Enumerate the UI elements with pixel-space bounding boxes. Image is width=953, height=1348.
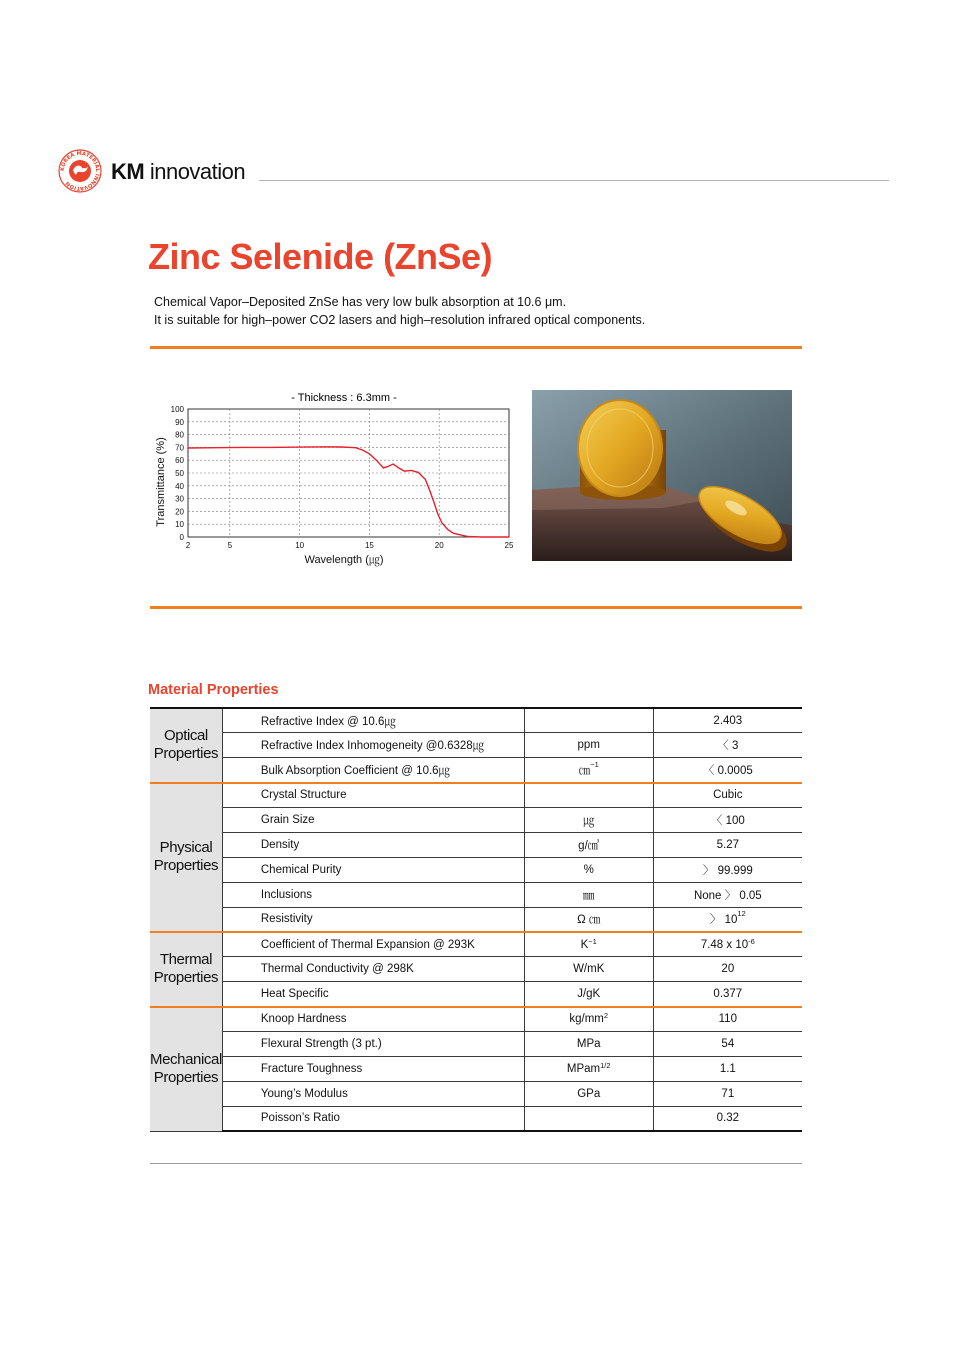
value-text: 20: [721, 963, 735, 976]
property-unit: [524, 982, 653, 1007]
property-unit: [524, 932, 653, 957]
property-unit: [524, 1081, 653, 1106]
value-superscript: 12: [737, 909, 746, 919]
table-row: [150, 982, 802, 1007]
section-title: Material Properties: [148, 682, 279, 698]
footer-divider: [150, 1163, 802, 1164]
x-tick-label: 10: [295, 541, 305, 550]
unit-text: J/gK: [577, 987, 601, 1000]
chart-title: - Thickness : 6.3mm -: [291, 392, 397, 404]
unit-text: GPa: [577, 1087, 601, 1100]
value-text: 1.1: [719, 1062, 736, 1075]
unit-superscript: 2: [603, 1011, 609, 1021]
y-tick-label: 10: [175, 520, 184, 530]
intro-text: [154, 293, 804, 329]
table-row: [150, 1056, 802, 1081]
property-unit: [524, 907, 653, 932]
property-name: Density: [222, 832, 524, 857]
value-text: 71: [721, 1087, 735, 1100]
table-row: [150, 857, 802, 882]
property-unit: [524, 1056, 653, 1081]
property-value: [653, 832, 802, 857]
property-value: [653, 882, 802, 907]
property-value: [653, 857, 802, 882]
property-value: [653, 1081, 802, 1106]
x-tick-label: 25: [504, 541, 514, 550]
table-row: [150, 1081, 802, 1106]
property-unit: [524, 832, 653, 857]
property-value: [653, 1032, 802, 1057]
value-text: 0.32: [716, 1112, 740, 1125]
property-unit: [524, 733, 653, 758]
property-name: Inclusions: [222, 882, 524, 907]
brand-name-rest: innovation: [144, 159, 246, 184]
property-value: [653, 1007, 802, 1032]
y-tick-label: 50: [175, 469, 184, 478]
table-row: [150, 733, 802, 758]
property-name: Resistivity: [222, 907, 524, 932]
unit-text: %: [583, 863, 594, 876]
value-text: 〈 3: [717, 740, 739, 753]
property-value: [653, 932, 802, 957]
x-tick-label: 5: [227, 541, 233, 550]
unit-text: W/mK: [573, 963, 605, 976]
y-tick-label: 0: [179, 533, 184, 542]
category-cell: [150, 1007, 222, 1131]
property-name: Flexural Strength (3 pt.): [222, 1032, 524, 1057]
table-row: [150, 832, 802, 857]
property-unit: [524, 1032, 653, 1057]
value-text: None 〉 0.05: [693, 889, 762, 902]
category-label: Physical: [159, 839, 213, 857]
property-value: [653, 982, 802, 1007]
chart-svg: [148, 385, 518, 570]
table-row: [150, 758, 802, 783]
value-text: 2.403: [713, 714, 743, 727]
znse-lens-photo: [532, 390, 792, 561]
unit-text: ㎝: [578, 764, 591, 777]
value-superscript: -6: [748, 936, 755, 946]
brand-name-bold: KM: [111, 159, 145, 184]
table-row: [150, 708, 802, 733]
property-name: Heat Specific: [222, 982, 524, 1007]
property-unit: [524, 1106, 653, 1131]
x-tick-label: 2: [185, 541, 191, 550]
table-row: [150, 932, 802, 957]
property-unit: [524, 857, 653, 882]
value-text: 〉 99.999: [702, 864, 753, 877]
property-name: Poisson’s Ratio: [222, 1106, 524, 1131]
property-name: Bulk Absorption Coefficient @ 10.6㎍: [222, 758, 524, 783]
table-row: [150, 1007, 802, 1032]
category-cell: [150, 783, 222, 932]
seal-text: KOREA MATERIAL INNOVATION: [59, 150, 101, 192]
chart-grid: [188, 409, 509, 537]
property-value: [653, 708, 802, 733]
value-text: 〈 100: [710, 815, 745, 827]
property-value: [653, 907, 802, 932]
category-label: Properties: [153, 1069, 219, 1087]
property-value: [653, 1056, 802, 1081]
category-cell: [150, 708, 222, 783]
intro-line: It is suitable for high–power CO2 lasers and high–resolution infrared optical components.: [154, 313, 646, 327]
property-value: [653, 957, 802, 982]
property-name: Fracture Toughness: [222, 1056, 524, 1081]
y-tick-label: 90: [175, 417, 184, 427]
section-divider: [150, 346, 802, 349]
property-name: Young’s Modulus: [222, 1081, 524, 1106]
property-value: [653, 808, 802, 833]
value-text: 0.377: [713, 987, 743, 1000]
property-name: Chemical Purity: [222, 857, 524, 882]
property-unit: [524, 783, 653, 808]
y-tick-label: 100: [170, 405, 184, 414]
property-unit: [524, 957, 653, 982]
property-name: Coefficient of Thermal Expansion @ 293K: [222, 932, 524, 957]
x-axis-label: Wavelength (㎍): [304, 554, 384, 566]
table-row: [150, 808, 802, 833]
property-unit: [524, 758, 653, 783]
x-tick-label: 15: [364, 541, 374, 550]
product-photo: [532, 390, 792, 561]
property-unit: [524, 882, 653, 907]
category-label: Mechanical: [150, 1051, 222, 1069]
y-tick-label: 40: [175, 481, 184, 491]
unit-text: kg/mm: [569, 1013, 604, 1026]
property-name: Refractive Index @ 10.6㎍: [222, 708, 524, 733]
property-name: Refractive Index Inhomogeneity @0.6328㎍: [222, 733, 524, 758]
unit-text: MPam: [566, 1062, 601, 1075]
unit-text: ㎜: [582, 889, 595, 902]
y-axis-label: Transmittance (%): [155, 437, 167, 527]
category-label: Properties: [153, 969, 219, 987]
unit-text: ppm: [577, 739, 600, 752]
property-name: Knoop Hardness: [222, 1007, 524, 1032]
unit-text: MPa: [576, 1038, 601, 1051]
unit-text: Ω ㎝: [577, 914, 601, 927]
value-text: 7.48 x 10: [700, 938, 749, 951]
value-text: Cubic: [713, 789, 743, 802]
category-label: Properties: [153, 857, 219, 875]
section-divider: [150, 606, 802, 609]
property-name: Grain Size: [222, 808, 524, 833]
property-value: [653, 1106, 802, 1131]
property-unit: [524, 708, 653, 733]
table-row: [150, 1106, 802, 1131]
table-row: [150, 957, 802, 982]
property-value: [653, 758, 802, 783]
property-value: [653, 733, 802, 758]
header-divider: [259, 180, 889, 181]
company-seal-logo: [56, 148, 104, 194]
category-label: Thermal: [159, 951, 213, 969]
unit-text: K: [580, 938, 589, 951]
page-title: Zinc Selenide (ZnSe): [148, 236, 493, 277]
brand-name: [111, 159, 245, 185]
x-tick-label: 20: [434, 541, 444, 550]
category-label: Properties: [153, 745, 219, 763]
transmittance-chart: [148, 385, 518, 570]
unit-superscript: −1: [590, 759, 599, 769]
category-label: Optical: [163, 727, 208, 745]
unit-superscript: 1/2: [600, 1060, 611, 1070]
value-text: 5.27: [716, 838, 740, 851]
table-row: [150, 907, 802, 932]
y-tick-label: 60: [175, 456, 184, 466]
table-row: [150, 783, 802, 808]
y-tick-label: 30: [175, 494, 184, 504]
table-row: [150, 882, 802, 907]
property-unit: [524, 1007, 653, 1032]
material-properties-table: [150, 707, 802, 1132]
intro-line: Chemical Vapor–Deposited ZnSe has very low bulk absorption at 10.6 μm.: [154, 295, 567, 309]
table-row: [150, 1032, 802, 1057]
page-header: [56, 148, 890, 194]
unit-text: ㎍: [582, 815, 595, 827]
unit-text: g/㎤: [578, 839, 600, 852]
value-text: 〉 10: [709, 914, 738, 927]
value-text: 54: [721, 1038, 735, 1051]
property-name: Crystal Structure: [222, 783, 524, 808]
y-tick-label: 70: [175, 443, 184, 453]
category-cell: [150, 932, 222, 1007]
y-tick-label: 20: [175, 507, 184, 517]
chart-ticks: [171, 405, 514, 550]
property-value: [653, 783, 802, 808]
value-text: 〈 0.0005: [702, 764, 753, 777]
property-name: Thermal Conductivity @ 298K: [222, 957, 524, 982]
value-text: 110: [718, 1013, 737, 1026]
y-tick-label: 80: [175, 430, 184, 440]
property-unit: [524, 808, 653, 833]
unit-superscript: −1: [588, 936, 597, 946]
